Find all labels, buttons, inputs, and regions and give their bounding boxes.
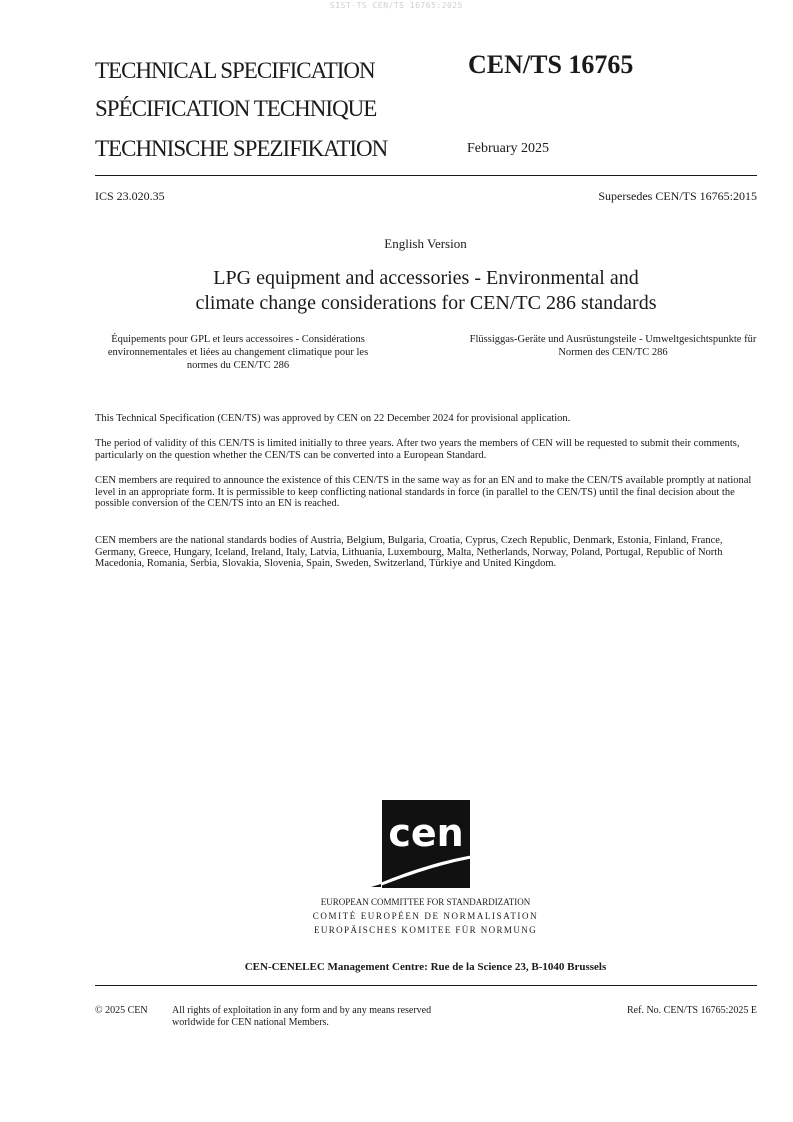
rights-statement (172, 1005, 431, 1029)
title-line-1: LPG equipment and accessories - Environmental and (213, 267, 639, 289)
paragraph-validity: The period of validity of this CEN/TS is limited initially to three years. After two years the members of CEN will be requested to submit their comments, particularly on the question whether the CEN/TS can be converted into a European Standard. (95, 438, 740, 461)
footer-divider (95, 985, 757, 986)
paragraph-announcement: CEN members are required to announce the existence of this CEN/TS in the same way as for an EN and to make the CEN/TS available promptly at national level in an appropriate form. It is permissible to keep conflicting national standards in force (in parallel to the CEN/TS) until the final decision about the possible conversion of the CEN/TS into an EN is reached. (95, 475, 752, 509)
document-number: CEN/TS 16765 (468, 50, 634, 79)
document-title (95, 266, 757, 316)
rights-line-2: worldwide for CEN national Members. (172, 1017, 329, 1028)
paragraph-members: CEN members are the national standards bodies of Austria, Belgium, Bulgaria, Croatia, Cyprus, Czech Republic, Denmark, Estonia, Finland, France, Germany, Greece, Hungary, Iceland, Ireland, Italy, Latvia, Lithuania, Luxembourg, Malta, Netherlands, Norway, Poland, Portugal, Republic of North Macedonia, Romania, Serbia, Slovakia, Slovenia, Spain, Sweden, Switzerland, Türkiye and United Kingdom. (95, 535, 723, 569)
spec-title-fr: SPÉCIFICATION TECHNIQUE (95, 96, 377, 121)
title-line-2: climate change considerations for CEN/TC 286 standards (195, 292, 657, 314)
publication-date: February 2025 (467, 141, 550, 156)
header-divider (95, 175, 757, 176)
management-centre: CEN-CENELEC Management Centre: Rue de la Science 23, B-1040 Brussels (244, 961, 607, 973)
spec-title-de: TECHNISCHE SPEZIFIKATION (95, 136, 388, 161)
org-name-fr: COMITÉ EUROPÉEN DE NORMALISATION (312, 911, 539, 921)
org-name-en: EUROPEAN COMMITTEE FOR STANDARDIZATION (320, 897, 531, 907)
french-title: Équipements pour GPL et leurs accessoires - Considérations environnementales et liées au changement climatique pour les normes du CEN/TC 286 (107, 334, 369, 371)
version-label: English Version (384, 236, 467, 251)
german-title: Flüssiggas-Geräte und Ausrüstungsteile - Umweltgesichtspunkte für Normen des CEN/TC 286 (469, 334, 757, 358)
reference-number: Ref. No. CEN/TS 16765:2025 E (627, 1005, 757, 1016)
spec-title-en: TECHNICAL SPECIFICATION (95, 58, 375, 83)
paragraph-approval: This Technical Specification (CEN/TS) was approved by CEN on 22 December 2024 for provisional application. (95, 413, 571, 424)
cen-logo-icon (371, 800, 481, 888)
copyright: © 2025 CEN (95, 1005, 148, 1016)
logo-text: cen (388, 811, 464, 855)
org-name-de: EUROPÄISCHES KOMITEE FÜR NORMUNG (313, 925, 538, 935)
rights-line-1: All rights of exploitation in any form and by any means reserved (172, 1005, 432, 1016)
ics-code: ICS 23.020.35 (95, 189, 165, 203)
supersedes-note: Supersedes CEN/TS 16765:2015 (598, 189, 757, 203)
cen-logo (371, 800, 481, 888)
watermark: SIST-TS CEN/TS 16765:2025 (330, 1, 463, 10)
